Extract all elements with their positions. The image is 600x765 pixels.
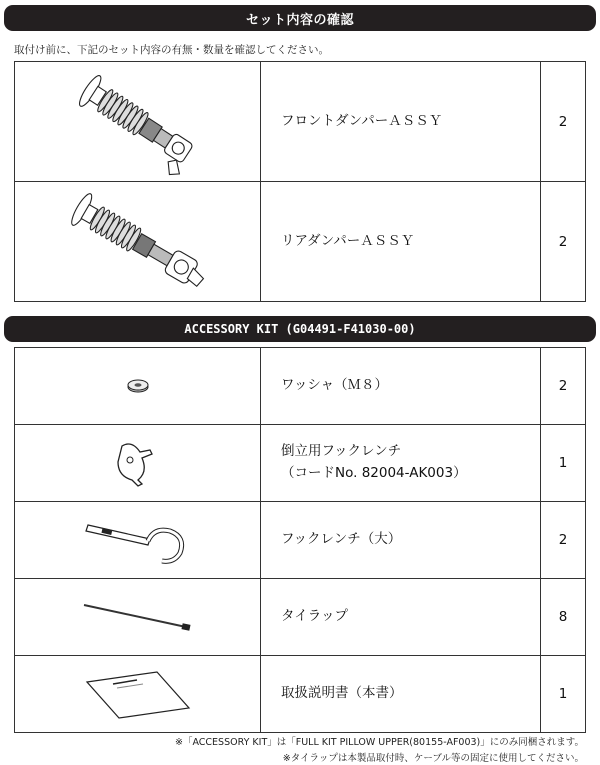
item-quantity: 2	[541, 502, 586, 579]
hook-wrench-large-icon	[78, 515, 198, 565]
set-contents-title: セット内容の確認	[245, 12, 354, 28]
intro-text: 取付け前に、下記のセット内容の有無・数量を確認してください。	[14, 44, 329, 56]
manual-icon	[83, 668, 193, 720]
item-quantity: 2	[541, 348, 586, 425]
item-name: フロントダンパーＡＳＳＹ	[261, 62, 541, 182]
rear-damper-assembly-icon	[53, 187, 223, 297]
table-row	[15, 348, 586, 425]
table-row	[15, 579, 586, 656]
item-quantity: 1	[541, 425, 586, 502]
washer-icon	[118, 374, 158, 398]
table-row	[15, 656, 586, 733]
main-items-table	[14, 61, 586, 302]
set-contents-header	[4, 5, 596, 31]
item-name: 取扱説明書（本書）	[261, 656, 541, 733]
table-row	[15, 502, 586, 579]
accessory-kit-title: ACCESSORY KIT (G04491-F41030-00)	[184, 322, 416, 336]
note-accessory-kit: ※「ACCESSORY KIT」は「FULL KIT PILLOW UPPER(80155-AF003)」にのみ同梱されます。	[175, 737, 584, 748]
accessory-kit-header	[4, 316, 596, 342]
table-row	[15, 62, 586, 182]
item-quantity: 2	[541, 182, 586, 302]
item-name: リアダンパーＡＳＳＹ	[261, 182, 541, 302]
table-row	[15, 182, 586, 302]
item-code: （コードNo. 82004-AK003）	[281, 465, 467, 481]
item-quantity: 1	[541, 656, 586, 733]
item-name: タイラップ	[261, 579, 541, 656]
accessory-items-table	[14, 347, 586, 733]
item-name: フックレンチ（大）	[261, 502, 541, 579]
hook-wrench-small-icon	[108, 438, 168, 488]
item-quantity: 2	[541, 62, 586, 182]
note-cable-tie: ※タイラップは本製品取付時、ケーブル等の固定に使用してください。	[282, 753, 584, 764]
front-damper-assembly-icon	[63, 67, 213, 177]
table-row	[15, 425, 586, 502]
item-quantity: 8	[541, 579, 586, 656]
item-name: ワッシャ（Ｍ８）	[261, 348, 541, 425]
item-name: 倒立用フックレンチ	[281, 443, 402, 460]
cable-tie-icon	[78, 597, 198, 637]
